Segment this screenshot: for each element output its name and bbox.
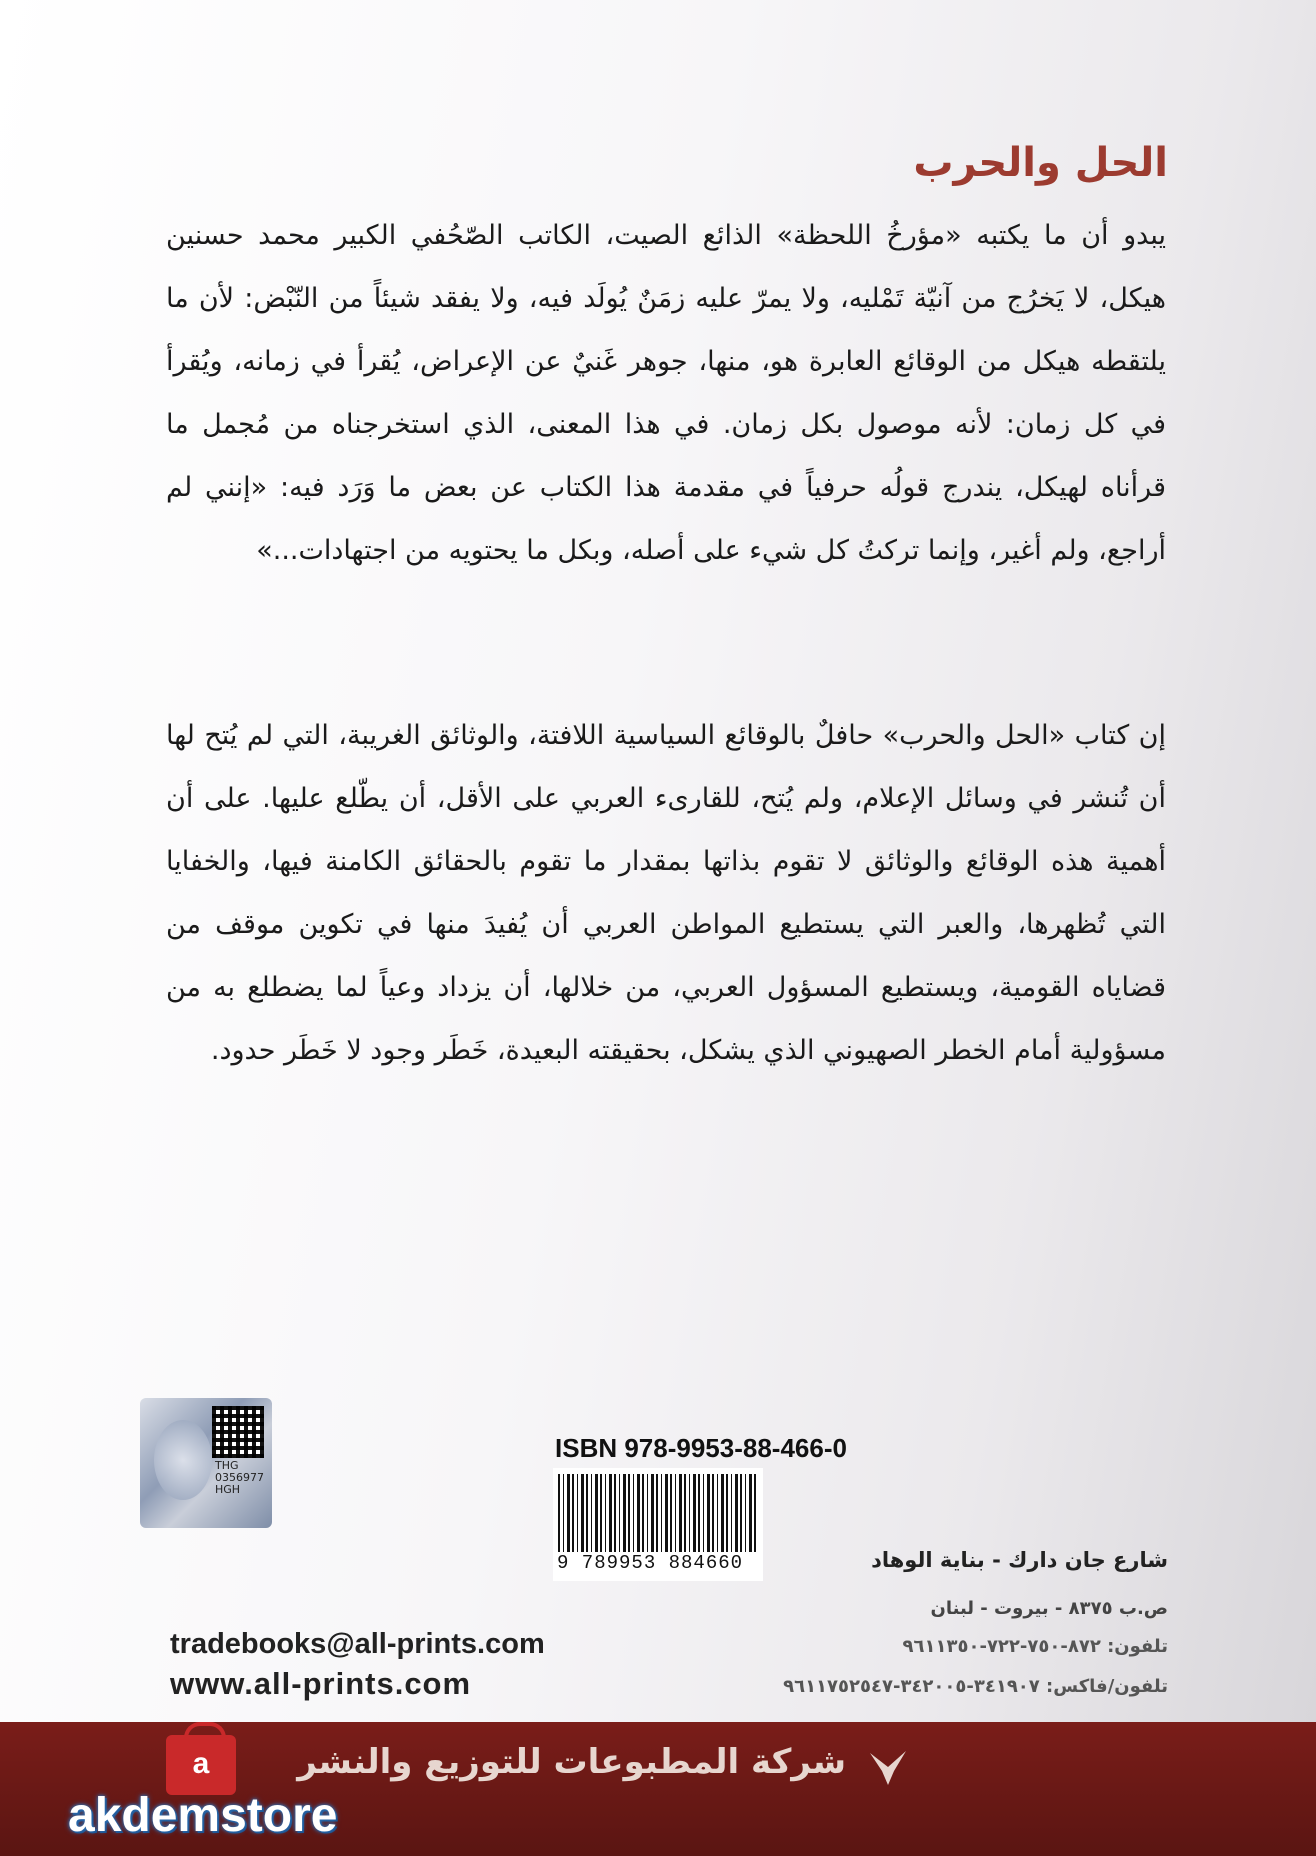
publisher-website: www.all-prints.com: [170, 1666, 472, 1701]
address-fax: تلفون/فاكس: ٣٤١٩٠٧-٣٤٢٠٠٥-٩٦١١٧٥٢٥٤٧: [783, 1676, 1168, 1697]
publisher-bird-logo-icon: [866, 1745, 910, 1789]
barcode: [553, 1468, 763, 1581]
hologram-code: THG 0356977 HGH: [215, 1459, 264, 1496]
barcode-digits: 9 789953 884660: [557, 1552, 744, 1574]
hologram-seal: [154, 1420, 212, 1500]
store-icon-glyph: a: [192, 1747, 210, 1780]
book-title: الحل والحرب: [913, 140, 1168, 186]
address-po-box: ص.ب ٨٣٧٥ - بيروت - لبنان: [930, 1598, 1168, 1619]
publisher-email: tradebooks@all-prints.com: [170, 1628, 545, 1660]
qr-code-icon: [212, 1406, 264, 1458]
address-street: شارع جان دارك - بناية الوهاد: [871, 1548, 1168, 1572]
address-phone: تلفون: ٨٧٢-٧٥٠-٧٢٢-٩٦١١٣٥٠: [902, 1636, 1168, 1657]
publisher-name: شركة المطبوعات للتوزيع والنشر: [297, 1742, 846, 1782]
hologram-sticker: [140, 1398, 272, 1528]
barcode-bars: [558, 1474, 758, 1552]
isbn-label: ISBN 978-9953-88-466-0: [555, 1433, 847, 1463]
store-watermark: akdemstore: [68, 1789, 338, 1842]
blurb-paragraph-2: إن كتاب «الحل والحرب» حافلٌ بالوقائع السياسية اللافتة، والوثائق الغريبة، التي لم يُتح لها أن تُنشر في وسائل الإعلام، ولم يُتح، للقارىء العربي على الأقل، أن يطّلع عليها. على أن أهمية هذه الوقائع والوثائق لا تقوم بذاتها بمقدار ما تقوم بالحقائق الكامنة فيها، والخفايا التي تُظهرها، والعبر التي يستطيع المواطن العربي أن يُفيدَ منها في تكوين موقف من قضاياه القومية، ويستطيع المسؤول العربي، من خلالها، أن يزداد وعياً لما يضطلع به من مسؤولية أمام الخطر الصهيوني الذي يشكل، بحقيقته البعيدة، خَطَر وجود لا خَطَر حدود.: [166, 720, 1166, 1066]
blurb-paragraph-1: يبدو أن ما يكتبه «مؤرخُ اللحظة» الذائع الصيت، الكاتب الصّحُفي الكبير محمد حسنين هيكل، لا يَخرُج من آنيّة تَمْليه، ولا يمرّ عليه زمَنٌ يُولَد فيه، ولا يفقد شيئاً من النّبْض: لأن ما يلتقطه هيكل من الوقائع العابرة هو، منها، جوهر غَنيٌ عن الإعراض، يُقرأ في زمانه، ويُقرأ في كل زمان: لأنه موصول بكل زمان. في هذا المعنى، الذي استخرجناه من مُجمل ما قرأناه لهيكل، يندرج قولُه حرفياً في مقدمة هذا الكتاب عن بعض ما وَرَد فيه: «إنني لم أراجع، ولم أغير، وإنما تركتُ كل شيء على أصله، وبكل ما يحتويه من اجتهادات...»: [166, 220, 1166, 566]
